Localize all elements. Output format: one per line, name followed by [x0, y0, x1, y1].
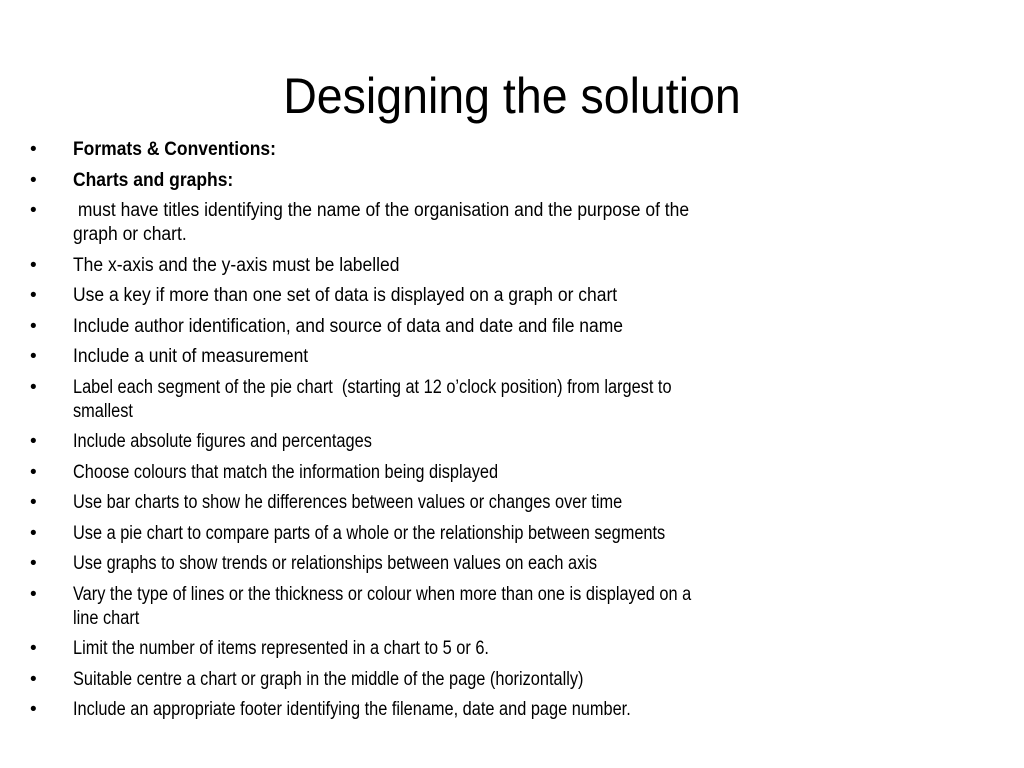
- bullet-line: Include an appropriate footer identifying the filename, date and page number.: [73, 699, 631, 720]
- bullet-line: Charts and graphs:: [73, 169, 234, 191]
- bullet-line: Include a unit of measurement: [73, 346, 309, 367]
- bullet-dot-icon: •: [30, 285, 37, 306]
- bullet-dot-icon: •: [30, 254, 37, 276]
- bullet-line: Suitable centre a chart or graph in the middle of the page (horizontally): [73, 668, 584, 690]
- bullet-text: [73, 315, 623, 339]
- bullet-line: must have titles identifying the name of the organisation and the purpose of the: [73, 200, 690, 221]
- bullet-item: [30, 169, 990, 193]
- bullet-dot-icon: •: [30, 169, 37, 191]
- bullet-item: [30, 254, 990, 278]
- bullet-line-continuation: line chart: [73, 607, 140, 629]
- bullet-dot-icon: •: [30, 492, 37, 513]
- bullet-line-continuation: graph or chart.: [73, 224, 187, 245]
- bullet-text: [73, 254, 399, 278]
- bullet-dot-icon: •: [30, 522, 37, 544]
- bullet-line: Label each segment of the pie chart (starting at 12 o’clock position) from largest to: [73, 376, 672, 398]
- bullet-line-continuation: smallest: [73, 400, 133, 422]
- bullet-line: Use a pie chart to compare parts of a whole or the relationship between segments: [73, 522, 666, 544]
- bullet-dot-icon: •: [30, 461, 37, 483]
- bullet-line: Use graphs to show trends or relationships between values on each axis: [73, 553, 598, 574]
- bullet-dot-icon: •: [30, 638, 37, 659]
- bullet-text: [73, 668, 583, 692]
- bullet-dot-icon: •: [30, 583, 37, 605]
- bullet-text: [73, 169, 233, 193]
- bullet-item: [30, 668, 990, 692]
- bullet-line: Vary the type of lines or the thickness or colour when more than one is displayed on a: [73, 583, 692, 605]
- bullet-dot-icon: •: [30, 315, 37, 337]
- bullet-text: [73, 430, 372, 454]
- bullet-line: Formats & Conventions:: [73, 139, 276, 160]
- bullet-item: [30, 637, 990, 661]
- bullet-item: [30, 430, 990, 454]
- bullet-item: [30, 138, 990, 162]
- bullet-dot-icon: •: [30, 346, 37, 367]
- bullet-dot-icon: •: [30, 139, 37, 160]
- bullet-item: [30, 284, 990, 308]
- bullet-line: Use bar charts to show he differences between values or changes over time: [73, 492, 623, 513]
- bullet-dot-icon: •: [30, 431, 37, 452]
- bullet-item: [30, 491, 990, 515]
- bullet-item: [30, 698, 990, 722]
- bullet-text: [73, 637, 489, 661]
- slide-title: Designing the solution: [283, 68, 741, 124]
- bullet-line: Limit the number of items represented in a chart to 5 or 6.: [73, 638, 489, 659]
- bullet-text: [73, 138, 276, 162]
- bullet-item: [30, 376, 990, 424]
- bullet-line: Include absolute figures and percentages: [73, 431, 372, 452]
- bullet-dot-icon: •: [30, 376, 37, 398]
- bullet-line: The x-axis and the y-axis must be labelled: [73, 254, 400, 276]
- bullet-dot-icon: •: [30, 553, 37, 574]
- bullet-item: [30, 552, 990, 576]
- bullet-item: [30, 199, 990, 247]
- bullet-text: [73, 491, 622, 515]
- bullet-text: [73, 583, 691, 631]
- bullet-dot-icon: •: [30, 699, 37, 720]
- bullet-item: [30, 315, 990, 339]
- bullet-dot-icon: •: [30, 200, 37, 221]
- bullet-list: [30, 138, 990, 729]
- bullet-line: Include author identification, and source of data and date and file name: [73, 315, 624, 337]
- bullet-text: [73, 522, 665, 546]
- bullet-text: [73, 698, 631, 722]
- bullet-line: Use a key if more than one set of data is displayed on a graph or chart: [73, 285, 618, 306]
- bullet-item: [30, 522, 990, 546]
- bullet-dot-icon: •: [30, 668, 37, 690]
- bullet-item: [30, 583, 990, 631]
- bullet-item: [30, 461, 990, 485]
- bullet-text: [73, 552, 597, 576]
- bullet-text: [73, 461, 498, 485]
- bullet-text: [73, 345, 308, 369]
- bullet-text: [73, 376, 672, 424]
- bullet-item: [30, 345, 990, 369]
- bullet-text: [73, 199, 689, 247]
- bullet-line: Choose colours that match the information being displayed: [73, 461, 499, 483]
- bullet-text: [73, 284, 617, 308]
